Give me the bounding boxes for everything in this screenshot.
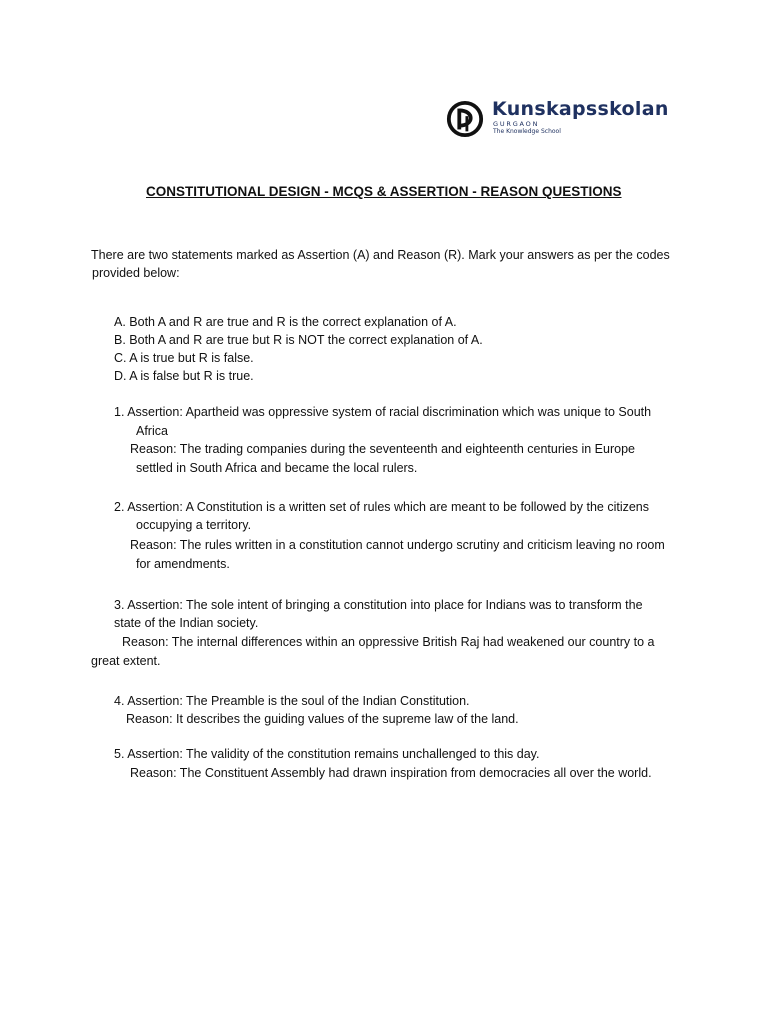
q3-assertion-line-2: state of the Indian society. [114,616,259,630]
code-b: B. Both A and R are true but R is NOT the correct explanation of A. [114,333,483,347]
school-city: GURGAON [493,120,540,128]
school-logo [446,98,676,144]
q3-assertion-line-1: 3. Assertion: The sole intent of bringing a constitution into place for Indians was to transform the [114,598,643,612]
school-logo-icon [446,100,484,138]
intro-line-1: There are two statements marked as Assertion (A) and Reason (R). Mark your answers as per the codes [91,248,670,262]
q2-reason-line-1: Reason: The rules written in a constitution cannot undergo scrutiny and criticism leaving no room [130,538,665,552]
q3-reason-line-2: great extent. [91,654,161,668]
intro-line-2: provided below: [92,266,180,280]
school-name: Kunskapsskolan [492,98,669,120]
school-tagline: The Knowledge School [493,128,561,135]
q1-assertion-line-2: Africa [136,424,168,438]
q1-assertion-line-1: 1. Assertion: Apartheid was oppressive system of racial discrimination which was unique to South [114,405,652,419]
code-d: D. A is false but R is true. [114,369,254,383]
document-title: CONSTITUTIONAL DESIGN - MCQS & ASSERTION - REASON QUESTIONS [146,184,622,199]
code-c: C. A is true but R is false. [114,351,254,365]
q3-reason-line-1: Reason: The internal differences within an oppressive British Raj had weakened our country to a [122,635,655,649]
q2-reason-line-2: for amendments. [136,557,230,571]
q2-assertion-line-1: 2. Assertion: A Constitution is a written set of rules which are meant to be followed by the citizens [114,500,649,514]
q1-reason-line-1: Reason: The trading companies during the seventeenth and eighteenth centuries in Europe [130,442,635,456]
q4-reason-line-1: Reason: It describes the guiding values of the supreme law of the land. [126,712,519,726]
code-a: A. Both A and R are true and R is the correct explanation of A. [114,315,457,329]
q2-assertion-line-2: occupying a territory. [136,518,252,532]
q4-assertion-line-1: 4. Assertion: The Preamble is the soul of the Indian Constitution. [114,694,470,708]
q5-assertion-line-1: 5. Assertion: The validity of the constitution remains unchallenged to this day. [114,747,540,761]
q1-reason-line-2: settled in South Africa and became the local rulers. [136,461,418,475]
q5-reason-line-1: Reason: The Constituent Assembly had drawn inspiration from democracies all over the world. [130,766,652,780]
